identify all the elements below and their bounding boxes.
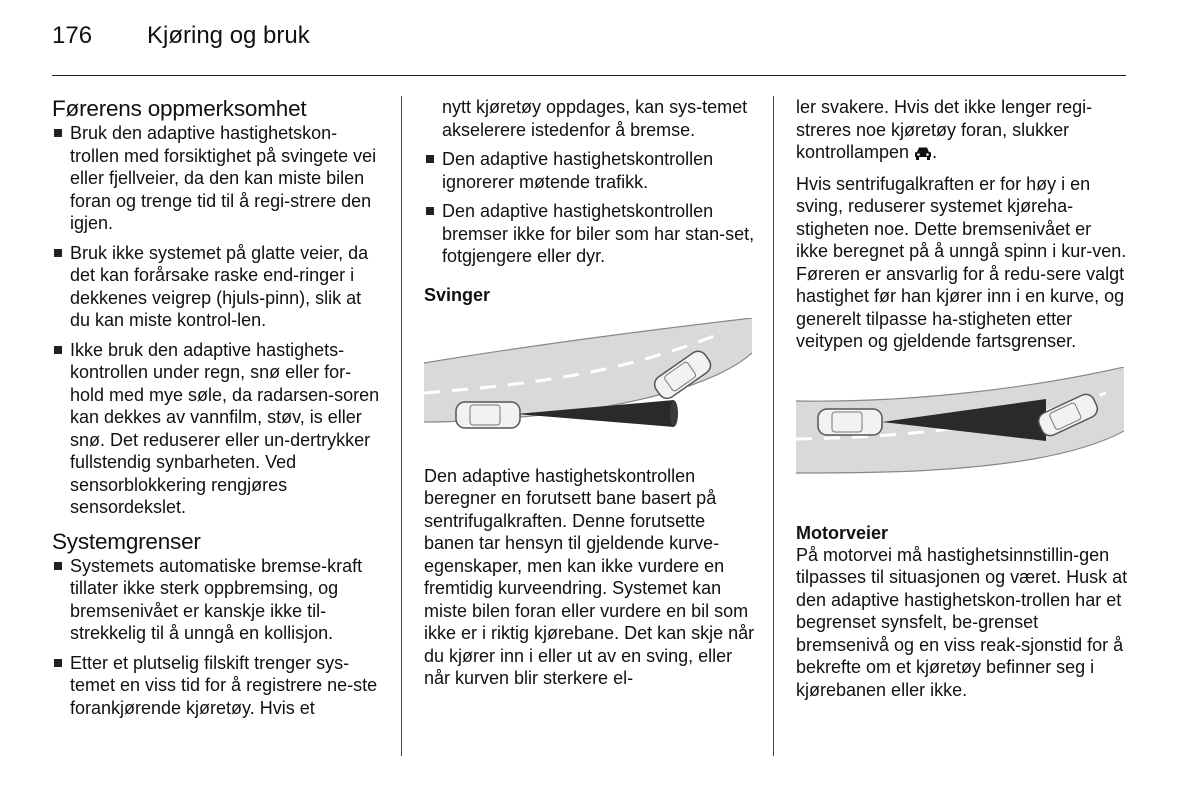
list-item: Den adaptive hastighetskontrollen ignorerer møtende trafikk.	[424, 148, 756, 193]
centrifugal-paragraph: Hvis sentrifugalkraften er for høy i en sving, reduserer systemet kjøreha-stigheten noe. Dette bremsenivået er ikke beregnet på å unngå spinn i kur-ven. Føreren er ansvarlig for å redu-sere valgt hastighet før han kjører inn i en kurve, og generelt tilpasse ha-stigheten etter veitypen og gjeldende fartsgrenser.	[796, 173, 1127, 351]
list-item: Ikke bruk den adaptive hastighets-kontrollen under regn, snø eller for-hold med mye søle, da radarsen-soren kan dekkes av vannfilm, støv, is eller snø. Det reduserer eller un-dertrykker fullstendig synbarheten. Ved sensorblokkering rengjøres sensordekslet.	[52, 339, 382, 519]
driver-attention-list	[52, 122, 382, 519]
continued-list	[424, 96, 756, 268]
subheading-motorways: Motorveier	[796, 522, 889, 543]
section-title-system-limits: Systemgrenser	[52, 528, 201, 554]
subheading-curves: Svinger	[424, 284, 491, 305]
section-title-driver-attention: Førerens oppmerksomhet	[52, 96, 307, 121]
column-2	[424, 96, 756, 697]
list-item: Etter et plutselig filskift trenger sys-temet en viss tid for å registrere ne-ste forankjørende kjøretøy. Hvis et	[52, 652, 382, 720]
column-divider-1	[401, 96, 402, 756]
column-1	[52, 96, 382, 726]
curve-illustration	[424, 318, 752, 449]
list-item: Bruk ikke systemet på glatte veier, da det kan forårsake raske end-ringer i dekkenes veigrep (hjuls-pinn), slik at du kan miste kontrol-len.	[52, 242, 382, 332]
column-divider-2	[773, 96, 774, 756]
system-limits-list	[52, 555, 382, 720]
header-divider	[52, 75, 1126, 76]
list-item: Systemets automatiske bremse-kraft tillater ikke sterk oppbremsing, og bremsenivået er kanskje ikke til-strekkelig til å unngå en kollisjon.	[52, 555, 382, 645]
list-item-continued: nytt kjøretøy oppdages, kan sys-temet akselerere istedenfor å bremse.	[442, 97, 748, 140]
curve-illustration-2	[796, 367, 1124, 498]
motorways-paragraph: På motorvei må hastighetsinnstillin-gen tilpasses til situasjonen og været. Husk at den adaptive hastighetskon-trollen har et begrenset synsfelt, be-grenset bremsenivå og en viss reak-sjonstid for å bekrefte om et kjøretøy befinner seg i kjørebanen eller ikke.	[796, 544, 1128, 700]
own-car-icon	[456, 402, 520, 428]
vehicle-ahead-icon	[914, 143, 932, 166]
curves-paragraph: Den adaptive hastighetskontrollen beregner en forutsett bane basert på sentrifugalkraften. Denne forutsette banen tar hensyn til gjeldende kurve-egenskaper, men kan ikke vurdere en fremtidig kurveendring. Systemet kan miste bilen foran eller vurdere en bil som ikke er i riktig kjørebane. Det kan skje når du kjører inn i eller ut av en sving, eller når kurven blir sterkere el-	[424, 465, 755, 688]
list-item: Bruk den adaptive hastighetskon-trollen med forsiktighet på svingete vei eller fjellveier, da den kan miste bilen foran og trenge tid til å regi-strere den igjen.	[52, 122, 382, 235]
page-number: 176	[52, 22, 93, 49]
continued-paragraph: ler svakere. Hvis det ikke lenger regi-streres noe kjøretøy foran, slukker kontrollampen .	[796, 96, 1128, 166]
chapter-title: Kjøring og bruk	[147, 22, 310, 49]
own-car-icon	[818, 409, 882, 435]
list-item: Den adaptive hastighetskontrollen bremser ikke for biler som har stan-set, fotgjengere eller dyr.	[424, 200, 756, 268]
column-3	[796, 96, 1128, 708]
